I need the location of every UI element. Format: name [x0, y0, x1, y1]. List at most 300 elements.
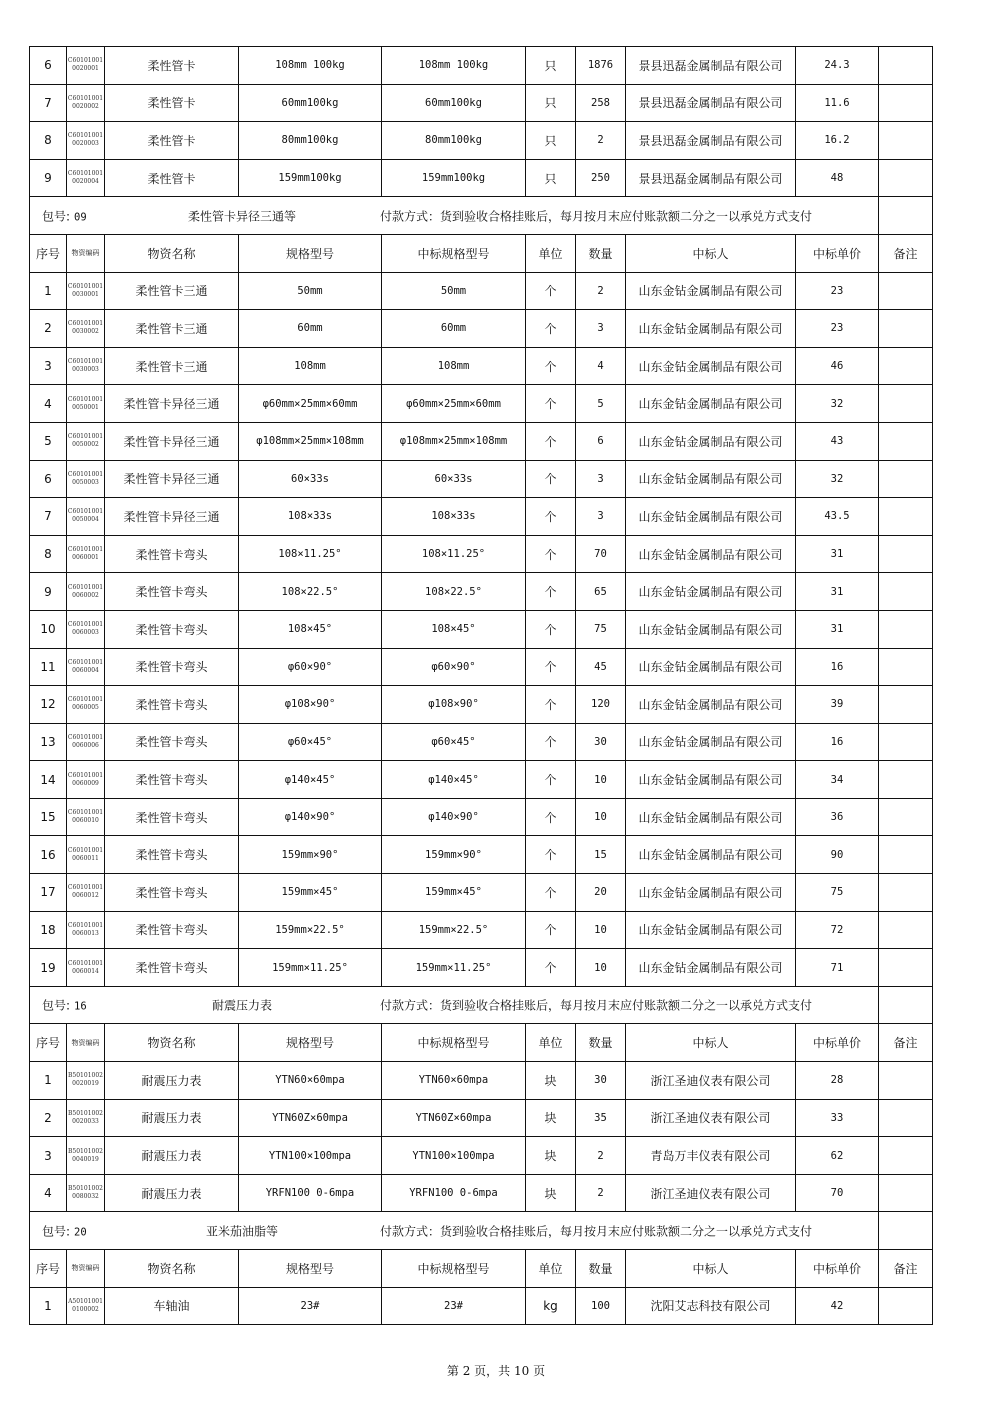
cell-bid-spec: φ60mm×25mm×60mm — [382, 385, 526, 423]
cell-bid-spec: 60mm100kg — [382, 84, 526, 122]
cell-name: 柔性管卡弯头 — [105, 648, 239, 686]
table-row — [30, 648, 933, 686]
package-info — [30, 197, 879, 235]
cell-name: 耐震压力表 — [105, 1137, 239, 1175]
header-name: 物资名称 — [105, 1250, 239, 1288]
cell-bid-spec: 108×22.5° — [382, 573, 526, 611]
cell-remark — [879, 122, 933, 160]
cell-price: 28 — [796, 1062, 879, 1100]
cell-bid-spec: YRFN100 0-6mpa — [382, 1174, 526, 1212]
cell-name: 柔性管卡弯头 — [105, 610, 239, 648]
cell-name: 柔性管卡 — [105, 159, 239, 197]
cell-code: C60101001 0060012 — [67, 874, 105, 912]
cell-spec: 23# — [239, 1287, 382, 1325]
header-price: 中标单价 — [796, 1024, 879, 1062]
cell-spec: φ108mm×25mm×108mm — [239, 422, 382, 460]
header-row — [30, 234, 933, 272]
cell-price: 43 — [796, 422, 879, 460]
table-row — [30, 272, 933, 310]
cell-spec: φ60mm×25mm×60mm — [239, 385, 382, 423]
cell-unit: 块 — [526, 1062, 576, 1100]
package-label: 包号: — [42, 998, 71, 1013]
package-label: 包号: — [42, 209, 71, 224]
cell-code: C60101001 0020002 — [67, 84, 105, 122]
cell-code: C60101001 0060002 — [67, 573, 105, 611]
cell-qty: 30 — [576, 1062, 626, 1100]
cell-bid-spec: 108mm — [382, 347, 526, 385]
cell-price: 16 — [796, 648, 879, 686]
cell-seq: 8 — [30, 122, 67, 160]
cell-spec: 60×33s — [239, 460, 382, 498]
cell-code: A50101001 0100002 — [67, 1287, 105, 1325]
cell-unit: 个 — [526, 385, 576, 423]
cell-unit: 块 — [526, 1174, 576, 1212]
header-winner: 中标人 — [626, 1250, 796, 1288]
header-bid-spec: 中标规格型号 — [382, 234, 526, 272]
cell-code: B50101002 0020033 — [67, 1099, 105, 1137]
cell-qty: 2 — [576, 1174, 626, 1212]
cell-price: 39 — [796, 686, 879, 724]
package-name: 耐震压力表 — [211, 998, 272, 1013]
cell-code: C60101001 0020004 — [67, 159, 105, 197]
cell-spec: 108×22.5° — [239, 573, 382, 611]
cell-price: 62 — [796, 1137, 879, 1175]
cell-code: C60101001 0050001 — [67, 385, 105, 423]
cell-name: 柔性管卡异径三通 — [105, 498, 239, 536]
cell-name: 柔性管卡三通 — [105, 272, 239, 310]
cell-name: 柔性管卡弯头 — [105, 686, 239, 724]
header-remark: 备注 — [879, 1024, 933, 1062]
cell-price: 32 — [796, 385, 879, 423]
cell-unit: 个 — [526, 723, 576, 761]
cell-spec: φ140×45° — [239, 761, 382, 799]
cell-name: 车轴油 — [105, 1287, 239, 1325]
cell-code: C60101001 0060006 — [67, 723, 105, 761]
cell-name: 柔性管卡弯头 — [105, 535, 239, 573]
cell-winner: 山东金钻金属制品有限公司 — [626, 310, 796, 348]
cell-winner: 山东金钻金属制品有限公司 — [626, 836, 796, 874]
header-price: 中标单价 — [796, 234, 879, 272]
cell-price: 23 — [796, 310, 879, 348]
package-number — [42, 207, 87, 224]
header-code: 物资编码 — [67, 1024, 105, 1062]
cell-spec: 50mm — [239, 272, 382, 310]
cell-unit: 块 — [526, 1099, 576, 1137]
cell-winner: 景县迅磊金属制品有限公司 — [626, 84, 796, 122]
cell-price: 23 — [796, 272, 879, 310]
cell-seq: 6 — [30, 47, 67, 85]
cell-winner: 浙江圣迪仪表有限公司 — [626, 1174, 796, 1212]
cell-unit: 只 — [526, 159, 576, 197]
cell-spec: φ60×45° — [239, 723, 382, 761]
table-row — [30, 47, 933, 85]
cell-seq: 17 — [30, 874, 67, 912]
cell-spec: 108mm — [239, 347, 382, 385]
cell-code: C60101001 0030003 — [67, 347, 105, 385]
cell-remark — [879, 648, 933, 686]
table-row — [30, 723, 933, 761]
cell-name: 耐震压力表 — [105, 1062, 239, 1100]
cell-code: C60101001 0060013 — [67, 911, 105, 949]
cell-price: 70 — [796, 1174, 879, 1212]
cell-seq: 4 — [30, 385, 67, 423]
cell-qty: 100 — [576, 1287, 626, 1325]
header-spec: 规格型号 — [239, 1250, 382, 1288]
cell-unit: 个 — [526, 272, 576, 310]
cell-bid-spec: 80mm100kg — [382, 122, 526, 160]
cell-remark — [879, 272, 933, 310]
header-winner: 中标人 — [626, 1024, 796, 1062]
cell-seq: 7 — [30, 84, 67, 122]
table-row — [30, 460, 933, 498]
cell-unit: 个 — [526, 535, 576, 573]
header-name: 物资名称 — [105, 1024, 239, 1062]
table-row — [30, 498, 933, 536]
cell-code: C60101001 0020001 — [67, 47, 105, 85]
cell-spec: φ60×90° — [239, 648, 382, 686]
cell-bid-spec: YTN60×60mpa — [382, 1062, 526, 1100]
cell-remark — [879, 1287, 933, 1325]
cell-qty: 10 — [576, 911, 626, 949]
cell-code: C60101001 0060001 — [67, 535, 105, 573]
header-winner: 中标人 — [626, 234, 796, 272]
cell-code: C60101001 0060003 — [67, 610, 105, 648]
header-unit: 单位 — [526, 234, 576, 272]
cell-qty: 15 — [576, 836, 626, 874]
package-number — [42, 1222, 87, 1239]
cell-name: 柔性管卡 — [105, 47, 239, 85]
cell-unit: 个 — [526, 874, 576, 912]
cell-spec: φ140×90° — [239, 798, 382, 836]
cell-unit: 个 — [526, 573, 576, 611]
cell-price: 71 — [796, 949, 879, 987]
table-row — [30, 1099, 933, 1137]
cell-seq: 6 — [30, 460, 67, 498]
cell-remark — [879, 84, 933, 122]
cell-qty: 35 — [576, 1099, 626, 1137]
cell-remark — [879, 723, 933, 761]
header-seq: 序号 — [30, 1250, 67, 1288]
table-row — [30, 1062, 933, 1100]
cell-price: 43.5 — [796, 498, 879, 536]
cell-qty: 3 — [576, 310, 626, 348]
cell-seq: 4 — [30, 1174, 67, 1212]
cell-name: 柔性管卡 — [105, 122, 239, 160]
cell-name: 柔性管卡异径三通 — [105, 385, 239, 423]
cell-seq: 1 — [30, 1287, 67, 1325]
cell-code: C60101001 0060010 — [67, 798, 105, 836]
package-remark-cell — [879, 197, 933, 235]
cell-unit: 块 — [526, 1137, 576, 1175]
cell-code: C60101001 0030001 — [67, 272, 105, 310]
cell-bid-spec: 159mm×90° — [382, 836, 526, 874]
cell-unit: kg — [526, 1287, 576, 1325]
cell-remark — [879, 911, 933, 949]
cell-winner: 山东金钻金属制品有限公司 — [626, 949, 796, 987]
cell-qty: 3 — [576, 498, 626, 536]
table-row — [30, 385, 933, 423]
cell-qty: 2 — [576, 122, 626, 160]
cell-unit: 只 — [526, 122, 576, 160]
cell-seq: 13 — [30, 723, 67, 761]
cell-name: 柔性管卡弯头 — [105, 836, 239, 874]
cell-seq: 2 — [30, 1099, 67, 1137]
package-no-value: 20 — [74, 1226, 87, 1239]
cell-spec: YTN60Z×60mpa — [239, 1099, 382, 1137]
cell-winner: 山东金钻金属制品有限公司 — [626, 460, 796, 498]
cell-qty: 10 — [576, 798, 626, 836]
table-row — [30, 836, 933, 874]
cell-winner: 山东金钻金属制品有限公司 — [626, 648, 796, 686]
header-seq: 序号 — [30, 234, 67, 272]
cell-winner: 山东金钻金属制品有限公司 — [626, 573, 796, 611]
header-row — [30, 1250, 933, 1288]
cell-remark — [879, 686, 933, 724]
cell-code: C60101001 0050002 — [67, 422, 105, 460]
cell-price: 16 — [796, 723, 879, 761]
header-row — [30, 1024, 933, 1062]
cell-qty: 45 — [576, 648, 626, 686]
cell-bid-spec: 60mm — [382, 310, 526, 348]
header-qty: 数量 — [576, 1024, 626, 1062]
header-spec: 规格型号 — [239, 1024, 382, 1062]
cell-remark — [879, 1099, 933, 1137]
cell-qty: 30 — [576, 723, 626, 761]
header-remark: 备注 — [879, 1250, 933, 1288]
package-row — [30, 1212, 933, 1250]
header-spec: 规格型号 — [239, 234, 382, 272]
header-price: 中标单价 — [796, 1250, 879, 1288]
cell-remark — [879, 422, 933, 460]
cell-name: 柔性管卡弯头 — [105, 798, 239, 836]
cell-price: 31 — [796, 573, 879, 611]
cell-winner: 青岛万丰仪表有限公司 — [626, 1137, 796, 1175]
cell-unit: 个 — [526, 422, 576, 460]
header-remark: 备注 — [879, 234, 933, 272]
cell-seq: 7 — [30, 498, 67, 536]
cell-bid-spec: 108×11.25° — [382, 535, 526, 573]
cell-spec: 159mm×90° — [239, 836, 382, 874]
package-no-value: 09 — [74, 211, 87, 224]
cell-winner: 沈阳艾志科技有限公司 — [626, 1287, 796, 1325]
cell-bid-spec: 108×45° — [382, 610, 526, 648]
header-qty: 数量 — [576, 234, 626, 272]
cell-qty: 1876 — [576, 47, 626, 85]
cell-qty: 10 — [576, 761, 626, 799]
cell-remark — [879, 47, 933, 85]
cell-winner: 山东金钻金属制品有限公司 — [626, 798, 796, 836]
cell-winner: 山东金钻金属制品有限公司 — [626, 422, 796, 460]
header-code: 物资编码 — [67, 1250, 105, 1288]
cell-seq: 5 — [30, 422, 67, 460]
payment-terms: 付款方式：货到验收合格挂账后，每月按月末应付账款额二分之一以承兑方式支付 — [380, 998, 813, 1013]
cell-qty: 258 — [576, 84, 626, 122]
table-row — [30, 949, 933, 987]
cell-spec: 159mm×11.25° — [239, 949, 382, 987]
table-row — [30, 610, 933, 648]
cell-seq: 1 — [30, 1062, 67, 1100]
cell-price: 36 — [796, 798, 879, 836]
cell-code: C60101001 0060009 — [67, 761, 105, 799]
cell-spec: 108mm 100kg — [239, 47, 382, 85]
cell-remark — [879, 573, 933, 611]
cell-code: C60101001 0020003 — [67, 122, 105, 160]
table-row — [30, 159, 933, 197]
cell-price: 46 — [796, 347, 879, 385]
cell-spec: 80mm100kg — [239, 122, 382, 160]
header-unit: 单位 — [526, 1250, 576, 1288]
cell-bid-spec: 159mm×22.5° — [382, 911, 526, 949]
cell-bid-spec: 50mm — [382, 272, 526, 310]
cell-winner: 浙江圣迪仪表有限公司 — [626, 1099, 796, 1137]
header-bid-spec: 中标规格型号 — [382, 1024, 526, 1062]
cell-bid-spec: φ60×90° — [382, 648, 526, 686]
header-code: 物资编码 — [67, 234, 105, 272]
cell-bid-spec: 60×33s — [382, 460, 526, 498]
cell-seq: 11 — [30, 648, 67, 686]
cell-bid-spec: 159mm×11.25° — [382, 949, 526, 987]
table-row — [30, 1174, 933, 1212]
cell-spec: φ108×90° — [239, 686, 382, 724]
table-row — [30, 911, 933, 949]
cell-unit: 个 — [526, 460, 576, 498]
cell-bid-spec: φ140×45° — [382, 761, 526, 799]
cell-remark — [879, 1062, 933, 1100]
cell-unit: 只 — [526, 47, 576, 85]
cell-remark — [879, 1137, 933, 1175]
table-row — [30, 347, 933, 385]
cell-unit: 个 — [526, 310, 576, 348]
cell-seq: 3 — [30, 347, 67, 385]
header-name: 物资名称 — [105, 234, 239, 272]
cell-qty: 3 — [576, 460, 626, 498]
cell-spec: 159mm×22.5° — [239, 911, 382, 949]
cell-qty: 20 — [576, 874, 626, 912]
cell-remark — [879, 1174, 933, 1212]
cell-bid-spec: 23# — [382, 1287, 526, 1325]
cell-bid-spec: 108×33s — [382, 498, 526, 536]
table-row — [30, 573, 933, 611]
cell-price: 24.3 — [796, 47, 879, 85]
package-info — [30, 986, 879, 1024]
cell-name: 柔性管卡异径三通 — [105, 422, 239, 460]
cell-winner: 景县迅磊金属制品有限公司 — [626, 159, 796, 197]
cell-price: 32 — [796, 460, 879, 498]
cell-unit: 个 — [526, 498, 576, 536]
cell-code: C60101001 0050004 — [67, 498, 105, 536]
cell-unit: 个 — [526, 648, 576, 686]
bid-results-table — [29, 46, 933, 1325]
table-row — [30, 122, 933, 160]
cell-qty: 65 — [576, 573, 626, 611]
cell-remark — [879, 310, 933, 348]
cell-winner: 山东金钻金属制品有限公司 — [626, 385, 796, 423]
cell-qty: 2 — [576, 272, 626, 310]
cell-name: 柔性管卡三通 — [105, 347, 239, 385]
cell-qty: 75 — [576, 610, 626, 648]
cell-code: C60101001 0060014 — [67, 949, 105, 987]
cell-seq: 16 — [30, 836, 67, 874]
cell-name: 柔性管卡弯头 — [105, 911, 239, 949]
cell-remark — [879, 836, 933, 874]
cell-spec: YRFN100 0-6mpa — [239, 1174, 382, 1212]
cell-spec: 60mm100kg — [239, 84, 382, 122]
cell-name: 柔性管卡 — [105, 84, 239, 122]
cell-seq: 9 — [30, 159, 67, 197]
cell-unit: 只 — [526, 84, 576, 122]
cell-seq: 18 — [30, 911, 67, 949]
cell-seq: 15 — [30, 798, 67, 836]
package-name: 亚米茄油脂等 — [205, 1224, 278, 1239]
cell-remark — [879, 949, 933, 987]
cell-bid-spec: φ60×45° — [382, 723, 526, 761]
cell-price: 72 — [796, 911, 879, 949]
cell-qty: 6 — [576, 422, 626, 460]
cell-seq: 1 — [30, 272, 67, 310]
cell-spec: 60mm — [239, 310, 382, 348]
cell-winner: 浙江圣迪仪表有限公司 — [626, 1062, 796, 1100]
cell-remark — [879, 798, 933, 836]
cell-bid-spec: 108mm 100kg — [382, 47, 526, 85]
cell-price: 11.6 — [796, 84, 879, 122]
cell-spec: 159mm100kg — [239, 159, 382, 197]
cell-remark — [879, 610, 933, 648]
cell-winner: 山东金钻金属制品有限公司 — [626, 347, 796, 385]
cell-name: 耐震压力表 — [105, 1174, 239, 1212]
cell-spec: YTN60×60mpa — [239, 1062, 382, 1100]
cell-name: 柔性管卡异径三通 — [105, 460, 239, 498]
table-row — [30, 1137, 933, 1175]
header-qty: 数量 — [576, 1250, 626, 1288]
cell-spec: YTN100×100mpa — [239, 1137, 382, 1175]
cell-unit: 个 — [526, 347, 576, 385]
cell-name: 柔性管卡三通 — [105, 310, 239, 348]
cell-bid-spec: 159mm100kg — [382, 159, 526, 197]
package-row — [30, 197, 933, 235]
cell-code: B50101002 0080032 — [67, 1174, 105, 1212]
cell-remark — [879, 498, 933, 536]
cell-remark — [879, 535, 933, 573]
cell-bid-spec: YTN60Z×60mpa — [382, 1099, 526, 1137]
table-row — [30, 874, 933, 912]
cell-qty: 120 — [576, 686, 626, 724]
cell-remark — [879, 761, 933, 799]
cell-unit: 个 — [526, 949, 576, 987]
cell-winner: 景县迅磊金属制品有限公司 — [626, 122, 796, 160]
cell-bid-spec: φ108mm×25mm×108mm — [382, 422, 526, 460]
cell-winner: 山东金钻金属制品有限公司 — [626, 686, 796, 724]
cell-price: 31 — [796, 535, 879, 573]
cell-unit: 个 — [526, 798, 576, 836]
cell-code: C60101001 0030002 — [67, 310, 105, 348]
cell-remark — [879, 385, 933, 423]
cell-code: C60101001 0050003 — [67, 460, 105, 498]
cell-code: B50101002 0040019 — [67, 1137, 105, 1175]
package-name: 柔性管卡异径三通等 — [187, 209, 296, 224]
cell-bid-spec: φ108×90° — [382, 686, 526, 724]
cell-winner: 山东金钻金属制品有限公司 — [626, 272, 796, 310]
cell-winner: 山东金钻金属制品有限公司 — [626, 874, 796, 912]
cell-winner: 山东金钻金属制品有限公司 — [626, 911, 796, 949]
cell-code: C60101001 0060011 — [67, 836, 105, 874]
cell-winner: 山东金钻金属制品有限公司 — [626, 761, 796, 799]
cell-price: 75 — [796, 874, 879, 912]
cell-seq: 3 — [30, 1137, 67, 1175]
cell-spec: 108×11.25° — [239, 535, 382, 573]
table-row — [30, 686, 933, 724]
header-bid-spec: 中标规格型号 — [382, 1250, 526, 1288]
payment-terms: 付款方式：货到验收合格挂账后，每月按月末应付账款额二分之一以承兑方式支付 — [380, 209, 813, 224]
